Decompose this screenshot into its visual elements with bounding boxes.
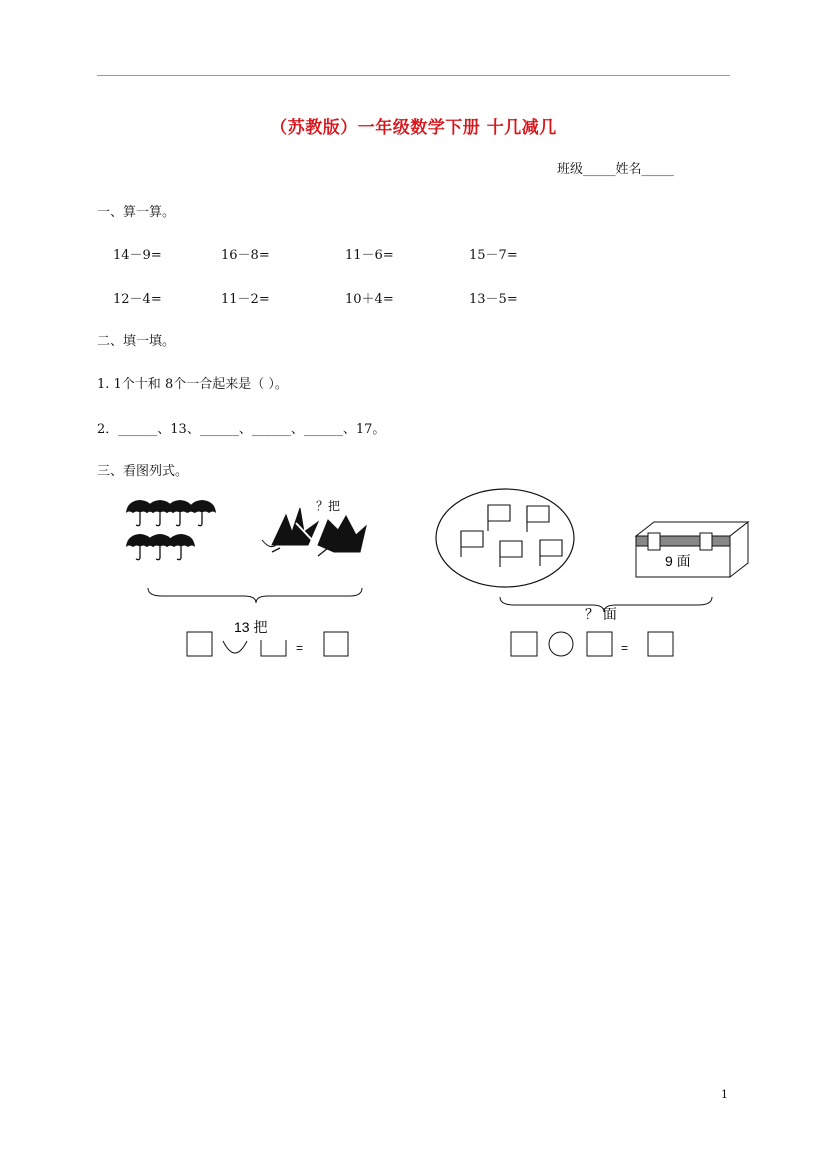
answer-box: [648, 632, 673, 656]
equals-sign: =: [296, 641, 304, 655]
answer-box: [261, 640, 286, 656]
box-icon: [636, 522, 748, 577]
fill-question-2: 2．______、13、______、______、______、17。: [97, 422, 386, 437]
section2-heading: 二、填一填。: [97, 334, 176, 349]
total-flags-label: ？ 面: [585, 606, 617, 622]
answer-box: [511, 632, 537, 656]
umbrella-icon: [126, 534, 195, 560]
equals-sign: =: [621, 641, 629, 655]
total-umbrellas-label: 13 把: [234, 619, 268, 635]
page-number: 1: [721, 1088, 728, 1101]
answer-box: [187, 632, 212, 656]
equation: 11－6=: [345, 248, 394, 263]
equation: 16－8=: [221, 248, 270, 263]
page-title: （苏教版）一年级数学下册 十几减几: [270, 118, 557, 138]
answer-box: [324, 632, 348, 656]
flag-group-ellipse: [436, 489, 574, 587]
equation: 10＋4=: [345, 292, 394, 307]
umbrella-question-label: ？把: [316, 499, 341, 513]
answer-box: [587, 632, 612, 656]
equation: 13－5=: [469, 292, 518, 307]
brace: [148, 588, 362, 603]
section3-heading: 三、看图列式。: [97, 464, 189, 479]
equation: 11－2=: [221, 292, 270, 307]
umbrella-icon: [126, 500, 216, 526]
class-name-line: 班级_____姓名_____: [557, 162, 675, 177]
operator-circle: [223, 641, 247, 653]
section1-heading: 一、算一算。: [97, 205, 176, 220]
box-count-label: 9 面: [665, 553, 691, 569]
equation: 14－9=: [113, 248, 162, 263]
closed-umbrellas-icon: [262, 508, 366, 556]
equation: 12－4=: [113, 292, 162, 307]
fill-question-1: 1. 1个十和 8个一合起来是（ ）。: [97, 377, 288, 392]
equation: 15－7=: [469, 248, 518, 263]
operator-circle: [549, 632, 573, 656]
